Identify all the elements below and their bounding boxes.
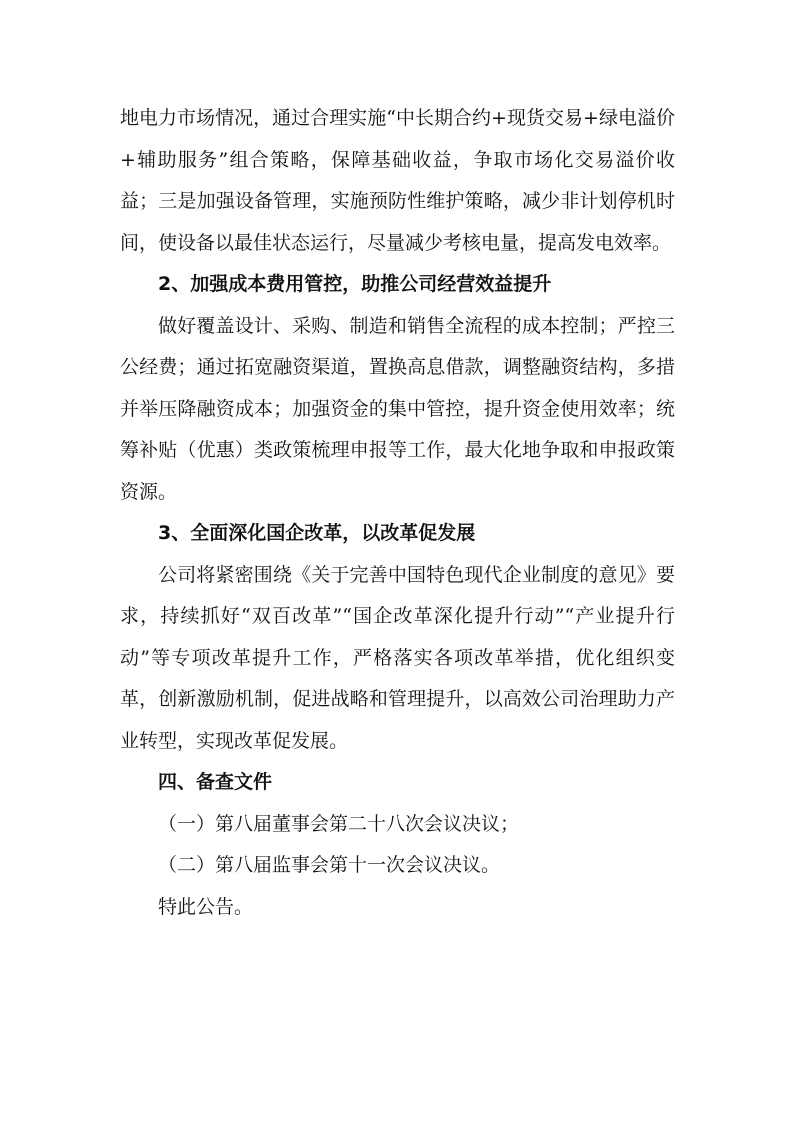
section-heading-reform: 3、全面深化国企改革，以改革促发展 — [158, 522, 476, 544]
paragraph-cost-control: 做好覆盖设计、采购、制造和销售全流程的成本控制；严控三公经费；通过拓宽融资渠道，置换高息借款，调整融资结构，多措并举压降融资成本；加强资金的集中管控，提升资金使用效率；统筹补贴（优惠）类政策梳理申报等工作，最大化地争取和申报政策资源。 — [120, 314, 675, 503]
document-body — [120, 98, 675, 928]
announcement-closing: 特此公告。 — [158, 895, 254, 918]
reference-item-supervisory-resolution: （二）第八届监事会第十一次会议决议。 — [158, 854, 501, 876]
section-heading-reference-documents: 四、备查文件 — [158, 771, 273, 793]
reference-item-board-resolution: （一）第八届董事会第二十八次会议决议； — [158, 812, 520, 835]
paragraph-market-strategy: 地电力市场情况，通过合理实施“中长期合约+现货交易+绿电溢价+辅助服务”组合策略，保障基础收益，争取市场化交易溢价收益；三是加强设备管理，实施预防性维护策略，减少非计划停机时间，使设备以最佳状态运行，尽量减少考核电量，提高发电效率。 — [120, 107, 675, 254]
section-heading-cost-control: 2、加强成本费用管控，助推公司经营效益提升 — [158, 273, 552, 295]
paragraph-reform: 公司将紧密围绕《关于完善中国特色现代企业制度的意见》要求，持续抓好“双百改革”“国企改革深化提升行动”“产业提升行动”等专项改革提升工作，严格落实各项改革举措，优化组织变革，创新激励机制，促进战略和管理提升，以高效公司治理助力产业转型，实现改革促发展。 — [120, 563, 675, 752]
